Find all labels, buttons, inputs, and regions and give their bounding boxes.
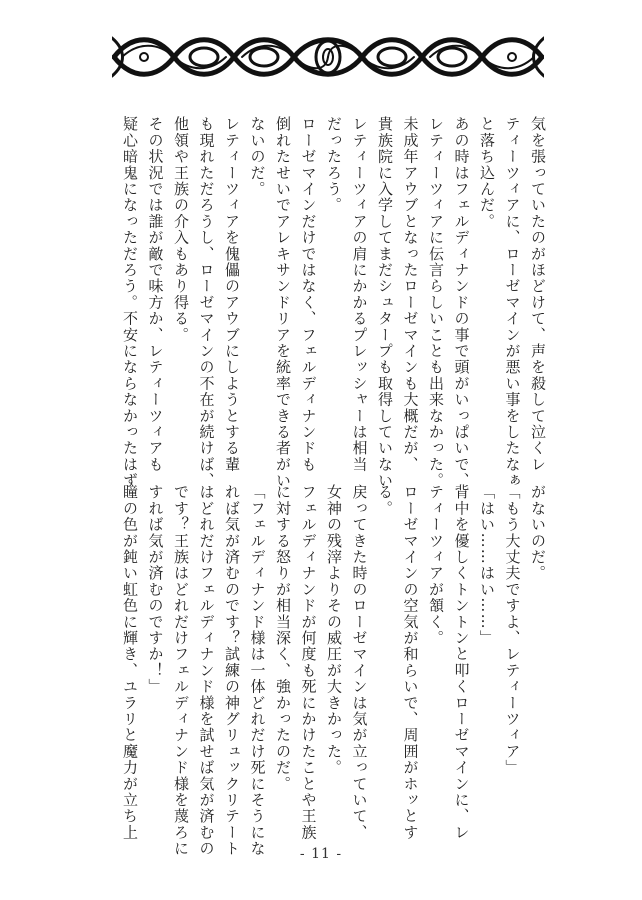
- text-line: すれば気が済むのですか！」: [146, 484, 165, 695]
- text-line: ティーツィアが頷く。: [427, 484, 445, 646]
- header-ornament: [112, 30, 544, 84]
- text-line: だったろう。: [325, 116, 343, 214]
- text-line: れば気が済むのです？試練の神グリュックリテート: [223, 484, 241, 857]
- text-line: 「もう大丈夫ですよ、レティーツィア」: [503, 484, 522, 776]
- text-line: 瞳の色が鈍い虹色に輝き、ユラリと魔力が立ち上: [121, 484, 139, 841]
- text-line: レティーツィアの肩にかかるプレッシャーは相当: [350, 116, 369, 473]
- text-line: フェルディナンドが何度も死にかけたことや王族: [299, 484, 318, 841]
- text-line: る。: [376, 484, 394, 517]
- text-line: 他領や王族の介入もあり得る。: [172, 116, 190, 343]
- text-line: に対する怒りが相当深く、強かったのだ。: [274, 484, 292, 792]
- text-line: 未成年アウブとなったローゼマインも大概だが、: [401, 116, 420, 473]
- text-line: はどれだけフェルディナンド様を試せば気が済むの: [197, 484, 216, 857]
- page-number: - 11 -: [299, 846, 343, 862]
- upper-text-block: [117, 116, 551, 489]
- text-line: 貴族院に入学してまだシュタープも取得していない: [376, 116, 394, 489]
- text-line: も現れただろうし、ローゼマインの不在が続けば、: [197, 116, 216, 489]
- text-line: ローゼマインだけではなく、フェルディナンドも: [299, 116, 318, 473]
- text-line: ないのだ。: [248, 116, 267, 197]
- text-line: 疑心暗鬼になっただろう。不安にならなかったはず: [121, 116, 139, 489]
- text-line: がないのだ。: [529, 484, 547, 582]
- text-line: と落ち込んだ。: [478, 116, 496, 230]
- text-line: 背中を優しくトントンと叩くローゼマインに、レ: [452, 484, 471, 841]
- text-line: ローゼマインの空気が和らいで、周囲がホッとす: [401, 484, 420, 841]
- text-line: 「フェルディナンド様は一体どれだけ死にそうにな: [248, 484, 267, 857]
- text-line: レティーツィアに伝言らしいことも出来なかった。: [427, 116, 445, 489]
- text-line: その状況では誰が敵で味方か、レティーツィアも: [146, 116, 165, 473]
- text-line: 倒れたせいでアレキサンドリアを統率できる者がい: [274, 116, 292, 489]
- text-line: あの時はフェルディナンドの事で頭がいっぱいで、: [452, 116, 471, 489]
- text-line: ティーツィアに、ローゼマインが悪い事をしたなぁ: [503, 116, 522, 489]
- text-line: 女神の残滓よりその威圧が大きかった。: [325, 484, 343, 776]
- text-line: レティーツィアを傀儡のアウブにしようとする輩: [223, 116, 241, 473]
- text-line: 「はい……はい……」: [478, 484, 496, 646]
- text-line: です？王族はどれだけフェルディナンド様を蔑ろに: [172, 484, 190, 857]
- text-line: 戻ってきた時のローゼマインは気が立っていて、: [350, 484, 369, 841]
- text-line: 気を張っていたのがほどけて、声を殺して泣くレ: [529, 116, 547, 473]
